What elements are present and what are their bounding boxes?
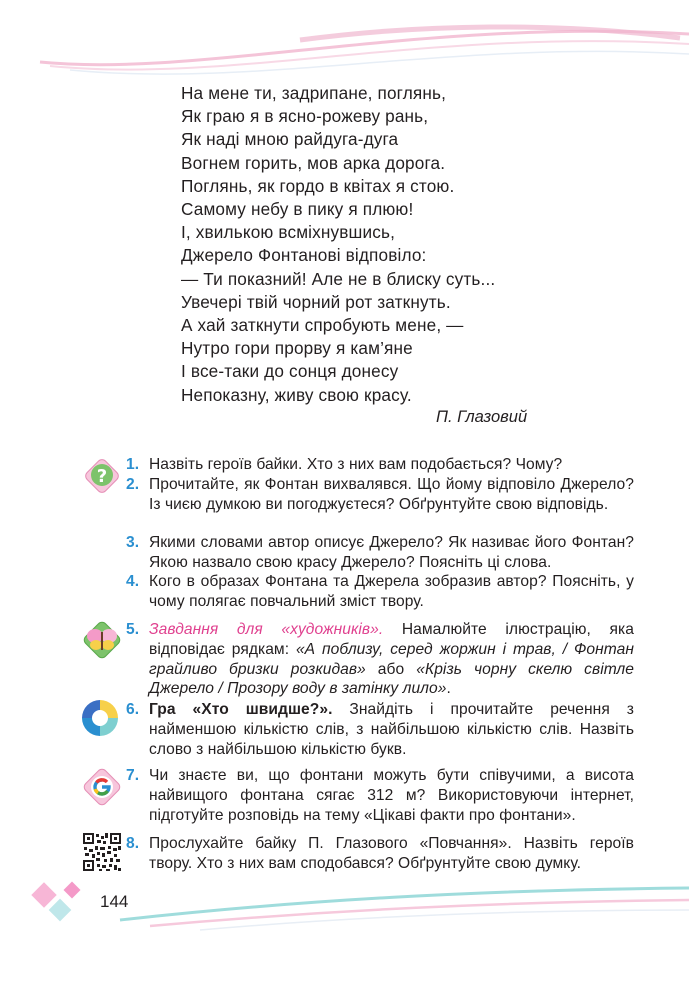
question-text: Прочитайте, як Фонтан вихвалявся. Що йому відповіло Джерело? Із чиєю думкою ви погоджуєтеся? Обґрунтуйте свою відповідь. [149,476,634,513]
poem-line: — Ти показний! Але не в блиску суть... [181,268,496,289]
question-text: Прослухайте байку П. Глазового «Повчання». Назвіть героїв твору. Хто з них вам сподобався? Обґрунтуйте свою думку. [149,835,634,872]
question-number: 7. [126,767,140,784]
question-text [149,700,634,759]
task-lead-artists: Завдання для «художників». [149,621,384,638]
question-1 [126,455,634,475]
question-text [149,620,634,699]
poem-line: Нутро гори прорву я кам’яне [181,338,413,359]
question-number: 4. [126,573,140,590]
question-mark-icon [82,456,122,496]
poem-line: Увечері твій чорний рот заткнуть. [181,291,451,312]
question-4 [126,572,634,612]
color-ring-icon [80,698,120,738]
poem-line: І все-таки до сонця донесу [181,361,399,382]
question-text: Чи знаєте ви, що фонтани можуть бути співучими, а висота найвищого фонтана сягає 312 м? Використовуючи інтернет, підготуйте розповідь на тему «Цікаві факти про фонтани». [149,767,634,824]
question-number: 6. [126,701,140,718]
poem-line: Як наді мною райдуга-дуга [181,129,399,150]
poem-author: П. Глазовий [436,408,528,426]
poem-line: Поглянь, як гордо в квітах я стою. [181,175,455,196]
poem-line: І, хвилькою всміхнувшись, [181,222,396,243]
quote: «А поблизу, серед жоржин і трав, / Фонтан грайливо бризки розкидав» [149,640,634,678]
question-7 [126,766,634,825]
poem-line: А хай заткнути спробують мене, — [181,315,464,336]
poem-line: Непоказну, живу свою красу. [181,384,412,405]
poem [181,82,581,407]
game-title: Гра «Хто швидше?». [149,701,333,718]
poem-line: Як граю я в ясно-рожеву рань, [181,106,429,127]
question-3 [126,533,634,573]
question-number: 1. [126,456,140,473]
page-number: 144 [100,892,129,911]
question-text: Кого в образах Фонтана та Джерела зобразив автор? Поясніть, у чому полягає повчальний зміст твору. [149,573,634,610]
question-text-part: Знайдіть і прочитайте речення з найменшою кількістю слів, з найбільшою кількістю слів. Назвіть слово з найбільшою кількістю букв. [149,701,634,758]
poem-line: Самому небу в пику я плюю! [181,199,414,220]
question-number: 5. [126,621,140,638]
butterfly-icon [80,618,124,662]
question-text-part: . [446,680,451,698]
question-text: Назвіть героїв байки. Хто з них вам подобається? Чому? [149,456,563,473]
question-5 [126,620,634,699]
question-number: 3. [126,534,140,551]
question-text-part: або [365,660,417,678]
question-number: 2. [126,476,140,493]
quote: «Крізь чорну скелю світле Джерело / Прозору воду в затінку лило» [149,660,634,698]
poem-line: Джерело Фонтанові відповіло: [181,245,427,266]
question-6 [126,700,634,759]
question-number: 8. [126,835,140,852]
question-text: Якими словами автор описує Джерело? Як називає його Фонтан? Якою назвало свою красу Джерело? Поясніть ці слова. [149,534,634,571]
header-swoosh-decoration [0,0,689,90]
qr-code-icon[interactable] [82,832,122,872]
svg-text:?: ? [96,466,108,487]
poem-line: Вогнем горить, мов арка дорога. [181,152,446,173]
question-8 [126,834,634,874]
google-icon [80,765,124,809]
question-2 [126,475,634,515]
poem-line: На мене ти, задрипане, поглянь, [181,83,447,103]
question-text-part: Намалюйте ілюстрацію, яка відповідає рядкам: [149,621,634,658]
